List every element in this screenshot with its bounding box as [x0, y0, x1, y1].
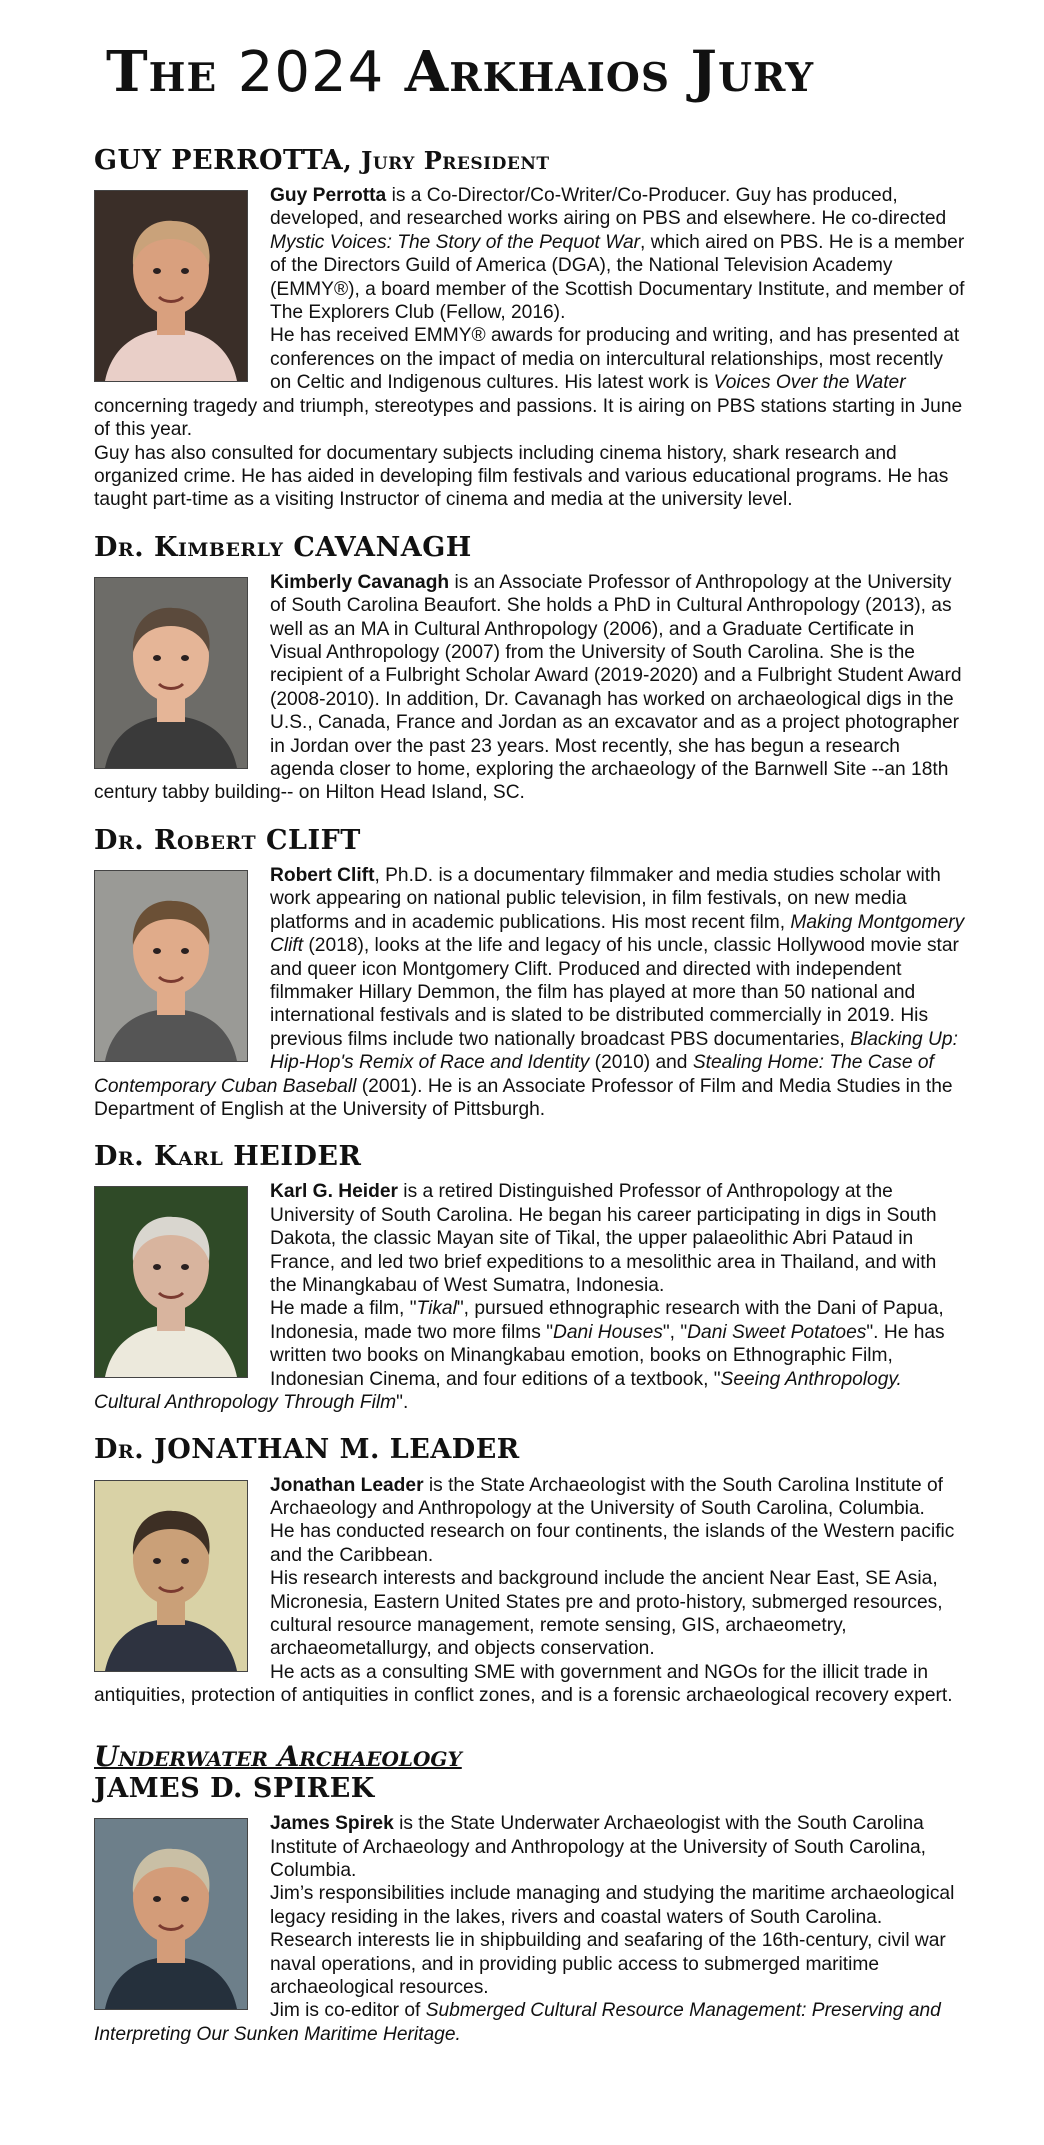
bio-text: is an Associate Professor of Anthropology at the University of South Carolina Beaufort. She holds a PhD in Cultural Anthropology (2013), as well as an MA in Cultural Anthropology (2006), and a Graduate Certificate in Visual Anthropology (2007) from the University of South Carolina. She is the recipient of a Fulbright Scholar Award (2019-2020) and a Fulbright Student Award (2008-2010). In addition, Dr. Cavanagh has worked on archaeological digs in the U.S., Canada, France and Jordan as an excavator and as a project photographer in Jordan over the past 23 years. Most recently, she has begun a research agenda closer to home, exploring the archaeology of the Barnwell Site --an 18th century tabby building-- on Hilton Head Island, SC. — [94, 571, 962, 804]
work-title: Seeing Anthropology. Cultural Anthropology Through Film — [94, 1368, 902, 1414]
juror-name — [94, 1141, 966, 1172]
juror-bio — [94, 864, 966, 1121]
juror-name-text: Dr. Karl HEIDER — [94, 1141, 362, 1173]
bio-subject-name: Kimberly Cavanagh — [270, 571, 450, 593]
juror-bio — [94, 1180, 966, 1414]
bio-text: He acts as a consulting SME with government and NGOs for the illicit trade in antiquities, protection of antiquities in conflict zones, and is a forensic archaeological recovery expert. — [94, 1661, 953, 1707]
juror-name — [94, 1434, 966, 1465]
juror-name-text: Dr. Robert CLIFT — [94, 824, 361, 856]
juror-entry — [94, 145, 966, 512]
work-title: Stealing Home: The Case of Contemporary Cuban Baseball — [94, 1052, 934, 1097]
bio-text: (2018), looks at the life and legacy of his uncle, classic Hollywood movie star and queer icon Montgomery Clift. Produced and directed with independent filmmaker Hillary Demmon, the film has played at more than 50 national and international festivals and is slated to be distributed commercially in 2019. His previous films include two nationally broadcast PBS documentaries, — [270, 935, 959, 1050]
work-title: Blacking Up: Hip-Hop's Remix of Race and Identity — [270, 1028, 958, 1074]
work-title: Voices Over the Water — [713, 372, 906, 394]
work-title: Tikal — [416, 1298, 457, 1320]
juror-entry — [94, 825, 966, 1122]
bio-text: , Ph.D. is a documentary filmmaker and media studies scholar with work appearing on national public television, in film festivals, on new media platforms and in academic publications. His most recent film, — [270, 864, 941, 933]
juror-bio — [94, 1474, 966, 1708]
portrait-karl-heider — [94, 1186, 248, 1378]
bio-text: ". He has written two books on Minangkabau emotion, books on Ethnographic Film, Indonesian Cinema, and four editions of a textbook, " — [270, 1321, 945, 1390]
title-tail: Arkhaios Jury — [404, 39, 815, 105]
portrait-kimberly-cavanagh — [94, 577, 248, 769]
bio-text: is a retired Distinguished Professor of Anthropology at the University of South Carolina. He began his career participating in digs in South Dakota, the classic Mayan site of Tikal, the upper palaeolithic Abri Pataud in France, and led two brief expeditions to a mesolithic area in Thailand, and with the Minangkabau of West Sumatra, Indonesia. — [270, 1181, 937, 1297]
bio-subject-name: Robert Clift — [270, 864, 375, 886]
juror-list — [94, 145, 966, 2046]
bio-text: (2010) and — [589, 1052, 693, 1074]
juror-name — [94, 532, 966, 563]
page-title — [106, 39, 966, 105]
juror-name-text: GUY PERROTTA — [94, 145, 344, 176]
bio-text: is a Co-Director/Co-Writer/Co-Producer. Guy has produced, developed, and researched works airing on PBS and elsewhere. He co-directed — [270, 185, 947, 230]
bio-text: ", " — [662, 1321, 688, 1343]
bio-text: He has conducted research on four continents, the islands of the Western pacific and the Caribbean. — [270, 1521, 955, 1566]
bio-text: Research interests lie in shipbuilding and seafaring of the 16th-century, civil war naval operations, and in providing public access to submerged maritime archaeological resources. — [270, 1930, 946, 1999]
juror-name — [94, 1773, 966, 1804]
bio-subject-name: Guy Perrotta — [270, 185, 387, 207]
bio-paragraph — [94, 442, 966, 512]
juror-name-text: Dr. JONATHAN M. LEADER — [94, 1434, 520, 1466]
juror-entry — [94, 532, 966, 805]
bio-text: His research interests and background include the ancient Near East, SE Asia, Micronesia, Eastern United States pre and proto-history, submerged resources, cultural resource management, remote sensing, GIS, archaeometry, archaeometallurgy, and objects conservation. — [270, 1568, 943, 1660]
juror-bio — [94, 1812, 966, 2046]
bio-text: Guy has also consulted for documentary subjects including cinema history, shark research and organized crime. He has aided in developing film festivals and various educational programs. He has taught part-time as a visiting Instructor of cinema and media at the university level. — [94, 442, 949, 511]
bio-text: (2001). He is an Associate Professor of Film and Media Studies in the Department of English at the University of Pittsburgh. — [94, 1075, 953, 1120]
work-title: Making Montgomery Clift — [270, 911, 965, 957]
bio-text: ". — [396, 1392, 409, 1414]
title-lead: The — [106, 39, 218, 105]
bio-text: Jim is co-editor of — [270, 2000, 426, 2022]
section-heading: Underwater Archaeology — [94, 1739, 462, 1773]
work-title: Submerged Cultural Resource Management: Preserving and Interpreting Our Sunken Maritime Heritage. — [94, 2000, 941, 2045]
bio-text: Jim’s responsibilities include managing and studying the maritime archaeological legacy residing in the lakes, rivers and coastal waters of South Carolina. — [270, 1883, 955, 1928]
portrait-guy-perrotta — [94, 190, 248, 382]
bio-text: is the State Underwater Archaeologist with the South Carolina Institute of Archaeology and Anthropology at the University of South Carolina, Columbia. — [270, 1813, 926, 1882]
juror-name — [94, 825, 966, 856]
bio-text: ", pursued ethnographic research with the Dani of Papua, Indonesia, made two more films " — [270, 1298, 944, 1343]
juror-entry — [94, 1740, 966, 2047]
portrait-james-spirek — [94, 1818, 248, 2010]
bio-text: He has received EMMY® awards for producing and writing, and has presented at conferences on the impact of media on intercultural relationships, most recently on Celtic and Indigenous cultures. His latest work is — [270, 325, 960, 394]
portrait-jonathan-leader — [94, 1480, 248, 1672]
work-title: Dani Sweet Potatoes — [687, 1321, 867, 1343]
juror-name-text: JAMES D. SPIREK — [94, 1773, 375, 1805]
juror-bio — [94, 184, 966, 512]
juror-entry — [94, 1141, 966, 1414]
title-year: 2024 — [237, 40, 385, 105]
work-title: Mystic Voices: The Story of the Pequot War — [270, 231, 641, 253]
juror-name-text: Dr. Kimberly CAVANAGH — [94, 531, 472, 563]
juror-name — [94, 145, 966, 176]
bio-text: concerning tragedy and triumph, stereotypes and passions. It is airing on PBS stations starting in June of this year. — [94, 395, 963, 441]
bio-subject-name: Karl G. Heider — [270, 1181, 398, 1203]
juror-bio — [94, 571, 966, 805]
juror-role: , Jury President — [343, 146, 550, 175]
work-title: Dani Houses — [553, 1321, 663, 1343]
bio-text: is the State Archaeologist with the South Carolina Institute of Archaeology and Anthropology at the University of South Carolina, Columbia. — [270, 1474, 943, 1519]
juror-entry — [94, 1434, 966, 1707]
portrait-robert-clift — [94, 870, 248, 1062]
bio-text: , which aired on PBS. He is a member of the Directors Guild of America (DGA), the National Television Academy (EMMY®), a board member of the Scottish Documentary Institute, and member of The Explorers Club (Fellow, 2016). — [270, 231, 965, 324]
bio-subject-name: James Spirek — [270, 1813, 394, 1835]
bio-text: He made a film, " — [270, 1298, 417, 1320]
bio-subject-name: Jonathan Leader — [270, 1474, 424, 1496]
